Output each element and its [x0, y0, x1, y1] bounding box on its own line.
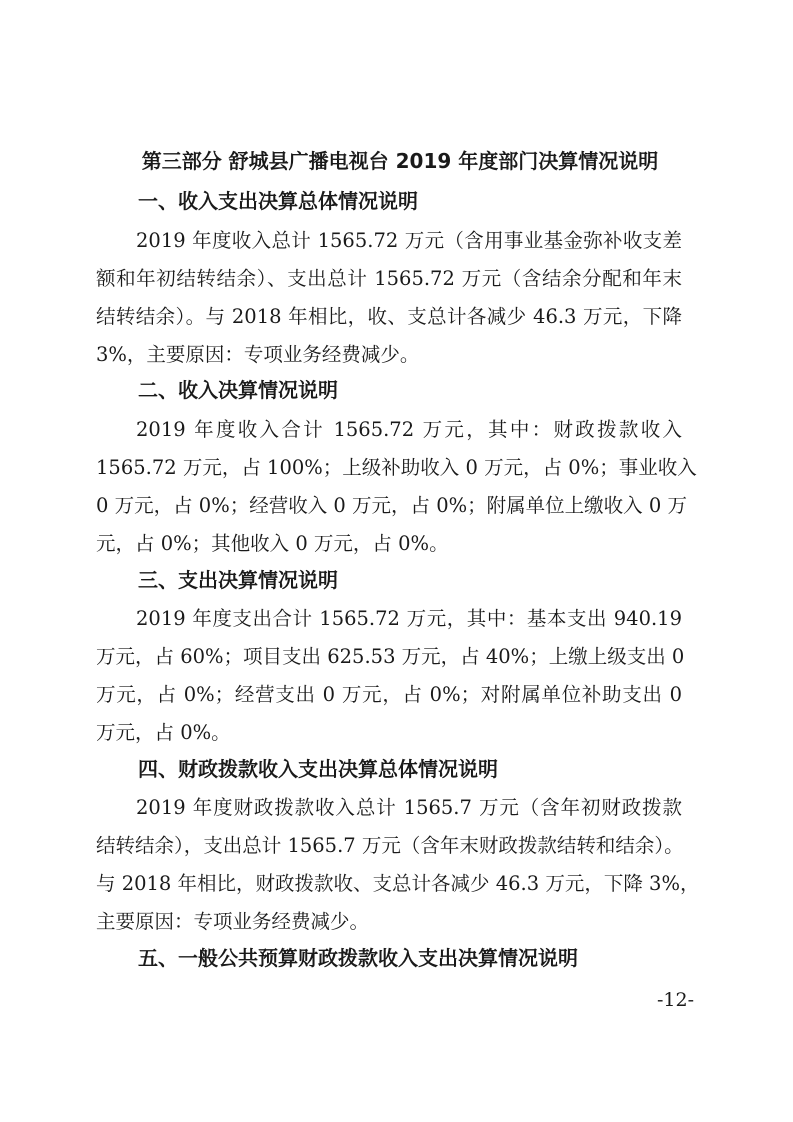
paragraph-line: 元，占 0%；其他收入 0 万元，占 0%。: [96, 532, 449, 555]
section-heading-fiscal-appropriation-overview: 四、财政拨款收入支出决算总体情况说明: [138, 757, 498, 781]
section-heading-income: 二、收入决算情况说明: [138, 378, 338, 402]
paragraph-line: 结转结余）。与 2018 年相比，收、支总计各减少 46.3 万元，下降: [96, 305, 682, 328]
paragraph-line: 万元，占 0%。: [96, 721, 231, 744]
paragraph-line: 3%，主要原因：专项业务经费减少。: [96, 343, 420, 366]
section-heading-income-expenditure-overview: 一、收入支出决算总体情况说明: [138, 189, 418, 213]
paragraph-line: 结转结余），支出总计 1565.7 万元（含年末财政拨款结转和结余）。: [96, 834, 684, 857]
section-heading-expenditure: 三、支出决算情况说明: [138, 568, 338, 592]
paragraph-line: 2019 年度收入总计 1565.72 万元（含用事业基金弥补收支差: [136, 229, 682, 252]
section-paragraph-expenditure: [96, 600, 685, 752]
page-number: -12-: [657, 989, 695, 1011]
section-paragraph-income: [96, 411, 697, 563]
paragraph-line: 主要原因：专项业务经费减少。: [96, 910, 370, 933]
paragraph-line: 万元，占 0%；经营支出 0 万元，占 0%；对附属单位补助支出 0: [96, 683, 682, 706]
paragraph-line: 0 万元，占 0%；经营收入 0 万元，占 0%；附属单位上缴收入 0 万: [96, 494, 687, 517]
paragraph-line: 2019 年度支出合计 1565.72 万元，其中：基本支出 940.19: [136, 607, 682, 630]
paragraph-line: 2019 年度财政拨款收入总计 1565.7 万元（含年初财政拨款: [136, 796, 682, 819]
section-heading-general-public-budget: 五、一般公共预算财政拨款收入支出决算情况说明: [138, 946, 578, 970]
paragraph-line: 额和年初结转结余）、支出总计 1565.72 万元（含结余分配和年末: [96, 267, 682, 290]
paragraph-line: 1565.72 万元，占 100%；上级补助收入 0 万元，占 0%；事业收入: [96, 456, 697, 479]
paragraph-line: 与 2018 年相比，财政拨款收、支总计各减少 46.3 万元，下降 3%，: [96, 872, 700, 895]
page-title: 第三部分 舒城县广播电视台 2019 年度部门决算情况说明: [141, 149, 659, 173]
paragraph-line: 2019 年度收入合计 1565.72 万元，其中：财政拨款收入: [136, 418, 682, 441]
section-paragraph-income-expenditure-overview: [96, 222, 682, 374]
section-paragraph-fiscal-appropriation-overview: [96, 789, 700, 941]
paragraph-line: 万元，占 60%；项目支出 625.53 万元，占 40%；上缴上级支出 0: [96, 645, 685, 668]
